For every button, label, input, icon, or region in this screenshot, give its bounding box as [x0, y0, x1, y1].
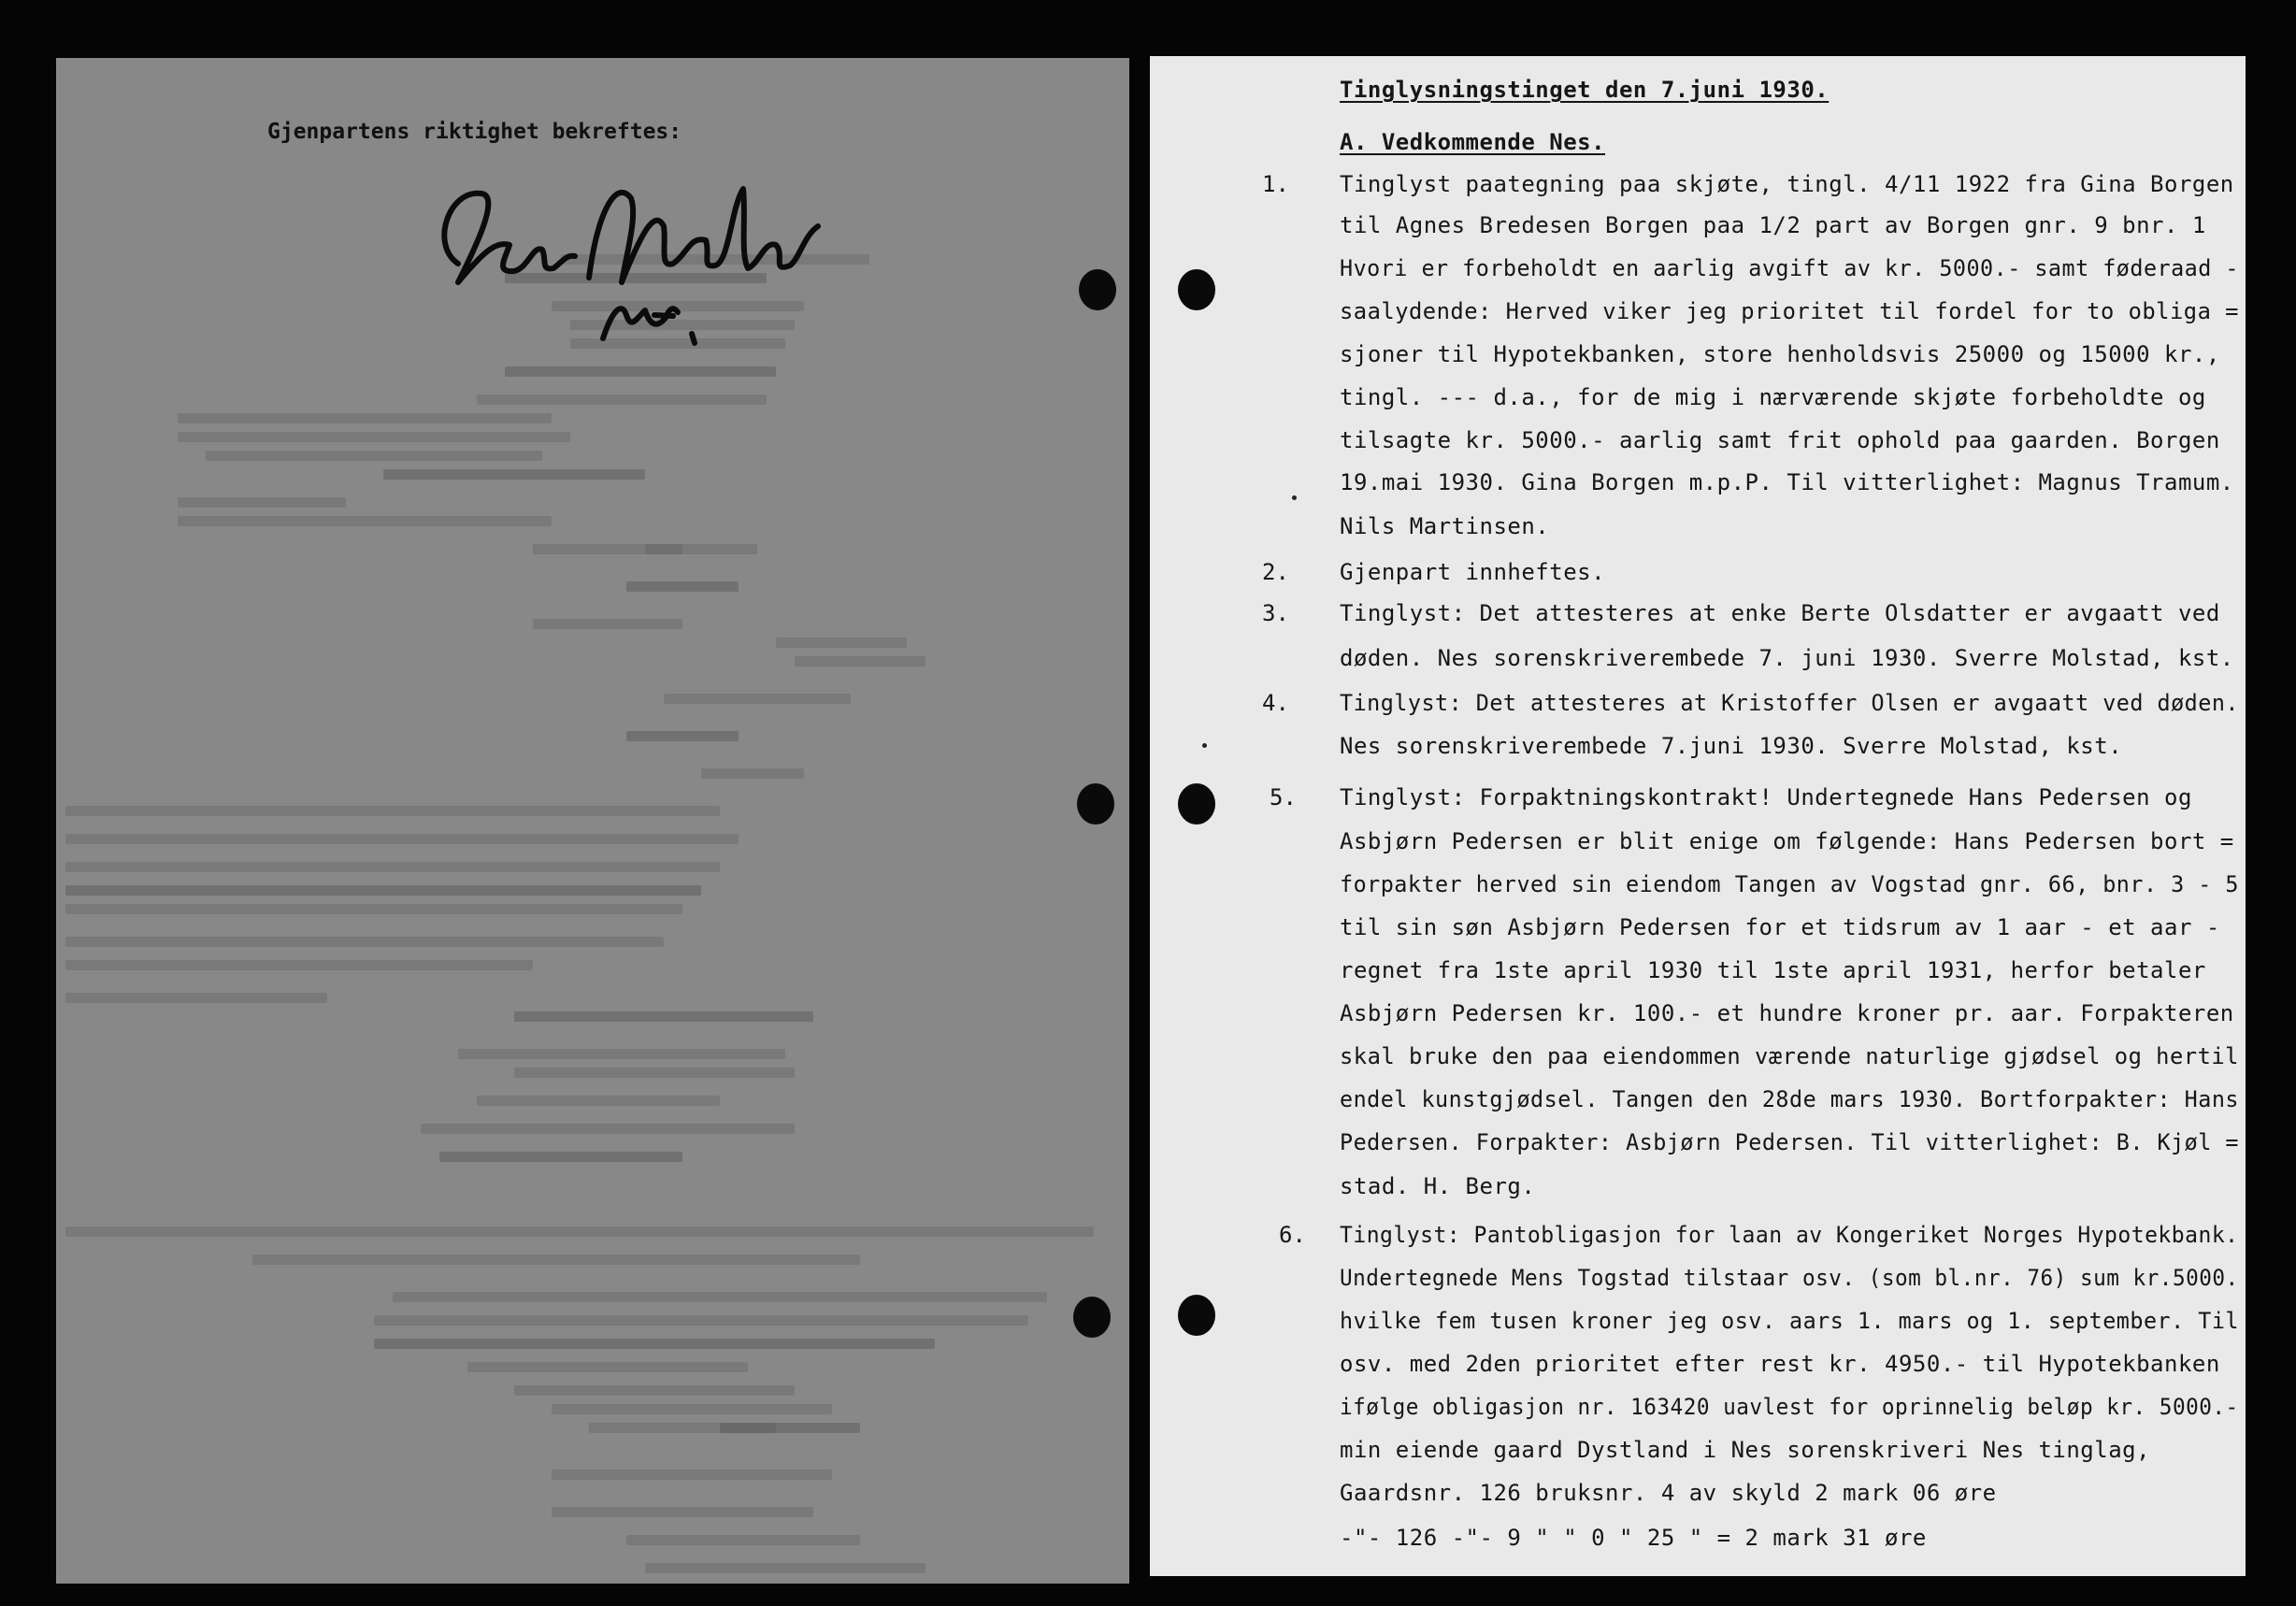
entry-number: 6.: [1279, 1222, 1306, 1248]
entry-text-line: Asbjørn Pedersen er blit enige om følgende: Hans Pedersen bort =: [1340, 828, 2234, 854]
faded-text-line: [178, 516, 552, 526]
faded-text-line: [467, 1362, 748, 1372]
faded-text-line: [645, 544, 757, 554]
faded-text-line: [626, 581, 739, 592]
right-page: [1150, 56, 2246, 1576]
faded-text-line: [65, 960, 533, 970]
faded-text-line: [664, 694, 851, 704]
entry-text-line: skal bruke den paa eiendommen værende naturlige gjødsel og hertil: [1340, 1043, 2239, 1069]
punch-hole: [1073, 1297, 1111, 1338]
ink-speck: [1202, 743, 1207, 748]
entry-text-line: regnet fra 1ste april 1930 til 1ste april 1931, herfor betaler: [1340, 957, 2206, 983]
entry-text-line: saalydende: Herved viker jeg prioritet til fordel for to obliga =: [1340, 298, 2239, 324]
entry-text-line: sjoner til Hypotekbanken, store henholdsvis 25000 og 15000 kr.,: [1340, 341, 2220, 367]
faded-text-line: [626, 1535, 860, 1545]
register-section: A. Vedkommende Nes.: [1340, 129, 1606, 155]
ink-speck: [1292, 495, 1297, 500]
entry-text-line: Tinglyst: Det attesteres at enke Berte Olsdatter er avgaatt ved: [1340, 600, 2220, 626]
entry-text-line: Nes sorenskriverembede 7.juni 1930. Sverre Molstad, kst.: [1340, 733, 2123, 759]
faded-text-line: [645, 1563, 926, 1573]
faded-text-line: [206, 451, 542, 461]
faded-text-line: [552, 1470, 832, 1480]
faded-text-line: [65, 834, 739, 844]
faded-text-line: [65, 993, 327, 1003]
faded-text-line: [477, 394, 767, 405]
faded-text-line: [178, 432, 570, 442]
punch-hole: [1178, 269, 1215, 310]
faded-text-line: [65, 885, 701, 896]
left-page: [56, 58, 1129, 1584]
entry-text-line: Gjenpart innheftes.: [1340, 559, 1606, 585]
entry-text-line: Nils Martinsen.: [1340, 513, 1550, 539]
entry-text-line: døden. Nes sorenskriverembede 7. juni 1930. Sverre Molstad, kst.: [1340, 645, 2234, 671]
entry-text-line: Asbjørn Pedersen kr. 100.- et hundre kroner pr. aar. Forpakteren: [1340, 1000, 2234, 1026]
faded-text-line: [458, 1049, 785, 1059]
entry-text-line: ifølge obligasjon nr. 163420 uavlest for oprinnelig beløp kr. 5000.-: [1340, 1394, 2239, 1420]
faded-text-line: [178, 497, 346, 508]
faded-text-line: [65, 806, 720, 816]
faded-text-line: [505, 366, 776, 377]
faded-text-line: [533, 619, 682, 629]
faded-text-line: [421, 1124, 795, 1134]
punch-hole: [1178, 1295, 1215, 1336]
handwritten-signature: [393, 151, 832, 348]
faded-text-line: [776, 638, 907, 648]
faded-text-line: [65, 904, 682, 914]
entry-number: 2.: [1262, 559, 1289, 585]
entry-number: 4.: [1262, 690, 1289, 716]
faded-text-line: [65, 862, 720, 872]
register-heading: Tinglysningstinget den 7.juni 1930.: [1340, 77, 1830, 103]
entry-text-line: -"- 126 -"- 9 " " 0 " 25 " = 2 mark 31 øre: [1340, 1525, 1927, 1551]
entry-text-line: Tinglyst: Pantobligasjon for laan av Kongeriket Norges Hypotekbank.: [1340, 1222, 2239, 1248]
entry-number: 5.: [1270, 784, 1297, 810]
faded-text-line: [552, 1507, 813, 1517]
entry-text-line: Gaardsnr. 126 bruksnr. 4 av skyld 2 mark 06 øre: [1340, 1480, 1997, 1506]
faded-text-line: [65, 1226, 1094, 1237]
entry-text-line: til Agnes Bredesen Borgen paa 1/2 part av Borgen gnr. 9 bnr. 1: [1340, 212, 2206, 238]
faded-text-line: [514, 1385, 795, 1396]
entry-text-line: min eiende gaard Dystland i Nes sorenskriveri Nes tinglag,: [1340, 1437, 2151, 1463]
faded-text-line: [383, 469, 645, 480]
entry-text-line: Undertegnede Mens Togstad tilstaar osv. (som bl.nr. 76) sum kr.5000.: [1340, 1265, 2239, 1291]
punch-hole: [1077, 783, 1114, 825]
entry-text-line: osv. med 2den prioritet efter rest kr. 4950.- til Hypotekbanken: [1340, 1351, 2220, 1377]
entry-number: 3.: [1262, 600, 1289, 626]
entry-text-line: hvilke fem tusen kroner jeg osv. aars 1. mars og 1. september. Til: [1340, 1308, 2239, 1334]
entry-text-line: Tinglyst: Det attesteres at Kristoffer Olsen er avgaatt ved døden.: [1340, 690, 2239, 716]
entry-text-line: Pedersen. Forpakter: Asbjørn Pedersen. Til vitterlighet: B. Kjøl =: [1340, 1129, 2239, 1155]
entry-text-line: Hvori er forbeholdt en aarlig avgift av kr. 5000.- samt føderaad -: [1340, 255, 2239, 281]
entry-text-line: tilsagte kr. 5000.- aarlig samt frit ophold paa gaarden. Borgen: [1340, 427, 2220, 453]
faded-text-line: [178, 413, 552, 423]
entry-text-line: 19.mai 1930. Gina Borgen m.p.P. Til vitterlighet: Magnus Tramum.: [1340, 469, 2234, 495]
punch-hole: [1178, 783, 1215, 825]
entry-text-line: Tinglyst: Forpaktningskontrakt! Undertegnede Hans Pedersen og: [1340, 784, 2192, 810]
faded-text-line: [514, 1068, 795, 1078]
faded-text-line: [514, 1011, 813, 1022]
faded-text-line: [374, 1315, 1028, 1326]
punch-hole: [1079, 269, 1116, 310]
faded-text-line: [393, 1292, 1047, 1302]
entry-text-line: tingl. --- d.a., for de mig i nærværende skjøte forbeholdte og: [1340, 384, 2206, 410]
faded-text-line: [477, 1096, 720, 1106]
faded-text-line: [65, 937, 664, 947]
faded-text-line: [252, 1255, 860, 1265]
entry-number: 1.: [1262, 171, 1289, 197]
faded-text-line: [795, 656, 926, 667]
entry-text-line: forpakter herved sin eiendom Tangen av Vogstad gnr. 66, bnr. 3 - 5: [1340, 871, 2239, 897]
faded-text-line: [374, 1339, 935, 1349]
faded-text-line: [626, 731, 739, 741]
faded-text-line: [701, 768, 804, 779]
faded-text-line: [720, 1423, 860, 1433]
faded-text-line: [439, 1152, 682, 1162]
faded-text-line: [552, 1404, 832, 1414]
entry-text-line: Tinglyst paategning paa skjøte, tingl. 4/11 1922 fra Gina Borgen: [1340, 171, 2234, 197]
entry-text-line: til sin søn Asbjørn Pedersen for et tidsrum av 1 aar - et aar -: [1340, 914, 2220, 940]
entry-text-line: stad. H. Berg.: [1340, 1173, 1536, 1199]
entry-text-line: endel kunstgjødsel. Tangen den 28de mars 1930. Bortforpakter: Hans: [1340, 1086, 2239, 1112]
certification-header: Gjenpartens riktighet bekreftes:: [267, 120, 682, 144]
